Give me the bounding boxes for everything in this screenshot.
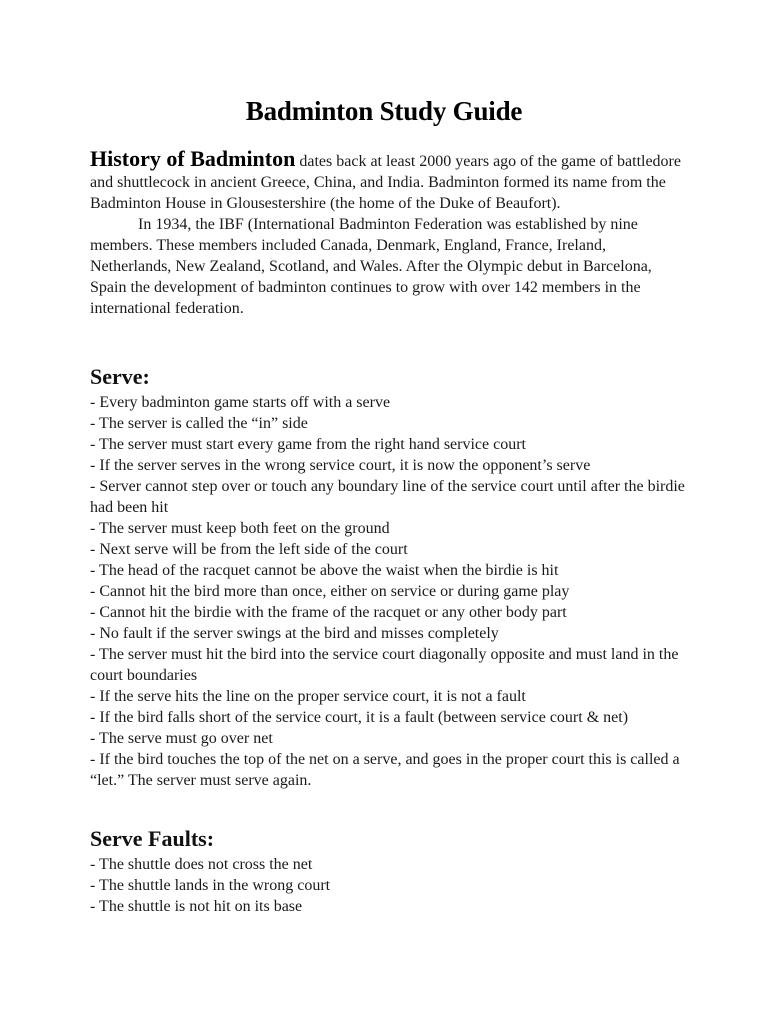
history-paragraph-2 [90,214,690,319]
serve-rules-list [90,392,690,791]
list-item: - No fault if the server swings at the bird and misses completely [90,625,499,642]
list-item: - If the server serves in the wrong service court, it is now the opponent’s serve [90,457,591,474]
list-item: - The server must start every game from the right hand service court [90,436,526,453]
serve-section [90,364,690,791]
list-item: - Every badminton game starts off with a serve [90,394,391,411]
document-title: Badminton Study Guide [245,96,523,126]
serve-faults-section [90,826,690,917]
list-item: - Cannot hit the birdie with the frame of the racquet or any other body part [90,604,567,621]
history-paragraph-2-text: In 1934, the IBF (International Badminton Federation was established by nine members. These members included Canada, Denmark, England, France, Ireland, Netherlands, New Zealand, Scotland, and Wales. After the Olympic debut in Barcelona, Spain the development of badminton continues to grow with over 142 members in the international federation. [90,216,652,317]
history-paragraph-1 [90,148,690,214]
list-item: - Next serve will be from the left side of the court [90,541,408,558]
serve-heading: Serve: [90,364,150,389]
list-item: - The shuttle is not hit on its base [90,898,303,915]
list-item: - The head of the racquet cannot be above the waist when the birdie is hit [90,562,559,579]
list-item: - If the bird touches the top of the net on a serve, and goes in the proper court this is called a “let.” The server must serve again. [90,751,680,789]
list-item: - Cannot hit the bird more than once, either on service or during game play [90,583,570,600]
history-heading: History of Badminton [90,146,296,171]
list-item: - If the bird falls short of the service court, it is a fault (between service court & net) [90,709,629,726]
history-section [90,148,690,319]
list-item: - The shuttle lands in the wrong court [90,877,331,894]
serve-faults-heading: Serve Faults: [90,826,215,851]
history-intro-text: dates back at least 2000 years ago of the game of battledore and shuttlecock in ancient Greece, China, and India. Badminton formed its name from the Badminton House in Glousestershire (the home of the Duke of Beaufort). [90,153,681,212]
list-item: - The server is called the “in” side [90,415,308,432]
list-item: - The shuttle does not cross the net [90,856,313,873]
list-item: - Server cannot step over or touch any boundary line of the service court until after the birdie had been hit [90,478,685,516]
list-item: - The server must keep both feet on the ground [90,520,390,537]
list-item: - The server must hit the bird into the service court diagonally opposite and must land in the court boundaries [90,646,679,684]
serve-faults-list [90,854,690,917]
list-item: - The serve must go over net [90,730,273,747]
list-item: - If the serve hits the line on the proper service court, it is not a fault [90,688,526,705]
